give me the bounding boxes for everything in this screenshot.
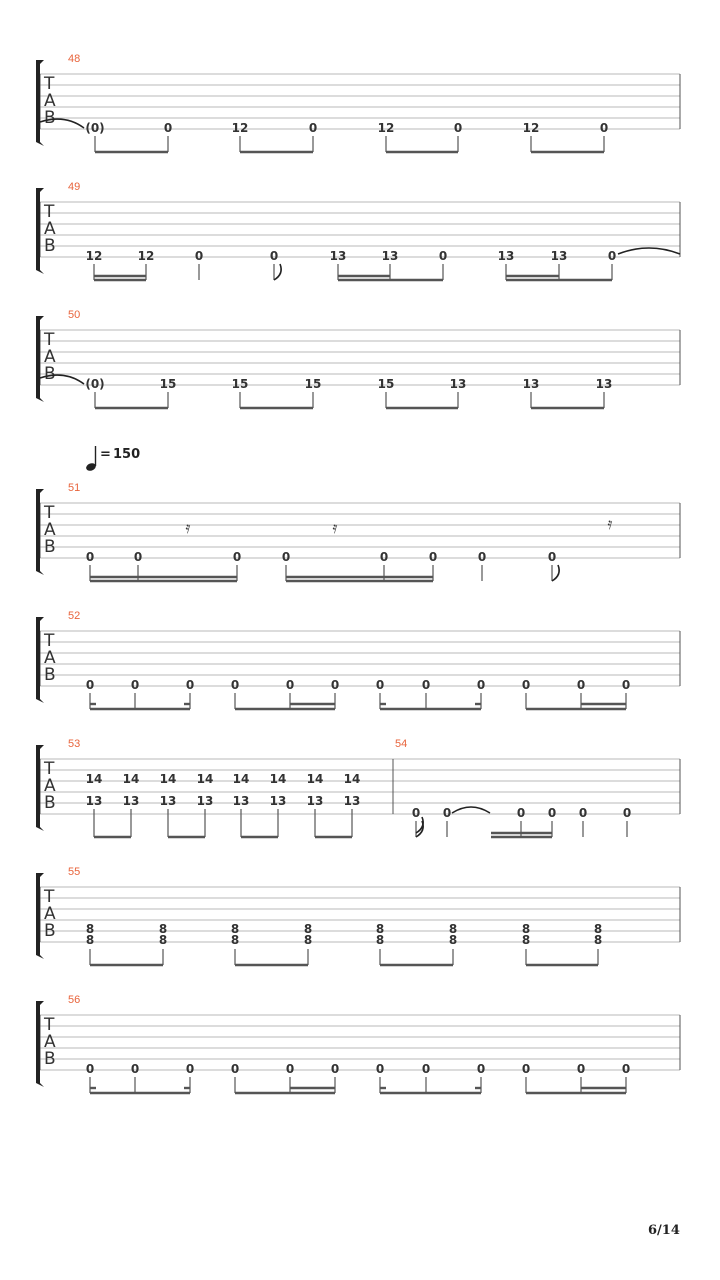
fret-number: 0 bbox=[285, 678, 295, 692]
tab-clef-letter: A bbox=[44, 219, 56, 239]
tab-clef-letter: B bbox=[44, 236, 56, 256]
fret-number: 13 bbox=[550, 249, 568, 263]
note-flag bbox=[416, 821, 423, 837]
sixteenth-rest-icon: 𝄿 bbox=[332, 518, 338, 537]
fret-number: 8 bbox=[521, 933, 531, 947]
fret-number: 0 bbox=[476, 678, 486, 692]
tab-clef-letter: A bbox=[44, 776, 56, 796]
fret-number: 0 bbox=[330, 678, 340, 692]
tab-clef-letter: B bbox=[44, 793, 56, 813]
note-flag bbox=[552, 565, 559, 581]
fret-number: 0 bbox=[411, 806, 421, 820]
fret-number: 0 bbox=[477, 550, 487, 564]
tab-clef-letter: A bbox=[44, 91, 56, 111]
fret-number: 0 bbox=[375, 678, 385, 692]
tab-clef-letter: T bbox=[44, 202, 55, 222]
tab-clef-letter: A bbox=[44, 347, 56, 367]
fret-number: 13 bbox=[85, 794, 103, 808]
fret-number: 14 bbox=[232, 772, 250, 786]
fret-number: 0 bbox=[185, 678, 195, 692]
fret-number: 0 bbox=[163, 121, 173, 135]
tab-system bbox=[36, 181, 680, 280]
fret-number: 0 bbox=[599, 121, 609, 135]
system-bracket bbox=[36, 1001, 44, 1087]
fret-number: 13 bbox=[196, 794, 214, 808]
fret-number: 0 bbox=[330, 1062, 340, 1076]
fret-number: 0 bbox=[230, 678, 240, 692]
fret-number: 0 bbox=[269, 249, 279, 263]
tie-arc bbox=[618, 248, 680, 254]
tab-clef-letter: B bbox=[44, 921, 56, 941]
fret-number: 0 bbox=[622, 806, 632, 820]
fret-number: 0 bbox=[230, 1062, 240, 1076]
fret-number: 0 bbox=[576, 1062, 586, 1076]
fret-number: 8 bbox=[375, 933, 385, 947]
tab-clef-letter: A bbox=[44, 520, 56, 540]
fret-number: (0) bbox=[85, 377, 105, 391]
fret-number: 15 bbox=[304, 377, 322, 391]
fret-number: 0 bbox=[442, 806, 452, 820]
tab-system bbox=[36, 482, 680, 581]
fret-number: 0 bbox=[194, 249, 204, 263]
fret-number: 13 bbox=[595, 377, 613, 391]
tab-system bbox=[36, 866, 680, 965]
fret-number: 15 bbox=[377, 377, 395, 391]
fret-number: 8 bbox=[593, 933, 603, 947]
fret-number: 0 bbox=[85, 678, 95, 692]
fret-number: 12 bbox=[231, 121, 249, 135]
tab-system bbox=[36, 53, 680, 152]
fret-number: 0 bbox=[421, 678, 431, 692]
measure-number: 48 bbox=[68, 53, 81, 65]
tempo-value: 150 bbox=[113, 447, 141, 462]
fret-number: 14 bbox=[306, 772, 324, 786]
fret-number: 0 bbox=[281, 550, 291, 564]
tab-clef-letter: B bbox=[44, 108, 56, 128]
fret-number: 15 bbox=[159, 377, 177, 391]
fret-number: 14 bbox=[196, 772, 214, 786]
fret-number: 13 bbox=[159, 794, 177, 808]
fret-number: 0 bbox=[576, 678, 586, 692]
fret-number: 8 bbox=[85, 933, 95, 947]
fret-number: 0 bbox=[185, 1062, 195, 1076]
fret-number: 0 bbox=[521, 678, 531, 692]
page-number: 6/14 bbox=[648, 1223, 680, 1238]
tab-clef-letter: A bbox=[44, 1032, 56, 1052]
fret-number: 13 bbox=[329, 249, 347, 263]
system-bracket bbox=[36, 873, 44, 959]
fret-number: 8 bbox=[158, 922, 168, 936]
fret-number: 12 bbox=[377, 121, 395, 135]
fret-number: 0 bbox=[379, 550, 389, 564]
tab-system bbox=[36, 610, 680, 709]
fret-number: 0 bbox=[285, 1062, 295, 1076]
measure-number: 50 bbox=[68, 309, 81, 321]
fret-number: (0) bbox=[85, 121, 105, 135]
tab-clef-letter: A bbox=[44, 648, 56, 668]
fret-number: 0 bbox=[607, 249, 617, 263]
measure-number: 51 bbox=[68, 482, 81, 494]
fret-number: 0 bbox=[308, 121, 318, 135]
fret-number: 13 bbox=[232, 794, 250, 808]
tab-system bbox=[36, 309, 680, 408]
fret-number: 8 bbox=[230, 922, 240, 936]
fret-number: 13 bbox=[343, 794, 361, 808]
fret-number: 0 bbox=[85, 1062, 95, 1076]
fret-number: 12 bbox=[137, 249, 155, 263]
tab-clef-letter: T bbox=[44, 74, 55, 94]
fret-number: 8 bbox=[158, 933, 168, 947]
fret-number: 8 bbox=[593, 922, 603, 936]
fret-number: 0 bbox=[130, 1062, 140, 1076]
fret-number: 14 bbox=[343, 772, 361, 786]
fret-number: 14 bbox=[269, 772, 287, 786]
system-bracket bbox=[36, 188, 44, 274]
tab-clef-letter: A bbox=[44, 904, 56, 924]
tab-clef-letter: T bbox=[44, 759, 55, 779]
system-bracket bbox=[36, 745, 44, 831]
fret-number: 8 bbox=[521, 922, 531, 936]
sixteenth-rest-icon: 𝄿 bbox=[607, 514, 613, 533]
tab-clef-letter: B bbox=[44, 537, 56, 557]
measure-number: 52 bbox=[68, 610, 81, 622]
fret-number: 8 bbox=[303, 933, 313, 947]
fret-number: 0 bbox=[516, 806, 526, 820]
fret-number: 0 bbox=[375, 1062, 385, 1076]
fret-number: 14 bbox=[159, 772, 177, 786]
fret-number: 15 bbox=[231, 377, 249, 391]
tie-arc bbox=[452, 807, 490, 813]
fret-number: 0 bbox=[476, 1062, 486, 1076]
tempo-equals: = bbox=[100, 447, 111, 462]
tempo-marking bbox=[85, 446, 140, 472]
fret-number: 12 bbox=[522, 121, 540, 135]
fret-number: 0 bbox=[232, 550, 242, 564]
measure-number: 53 bbox=[68, 738, 81, 750]
fret-number: 0 bbox=[578, 806, 588, 820]
fret-number: 13 bbox=[306, 794, 324, 808]
sixteenth-rest-icon: 𝄿 bbox=[185, 518, 191, 537]
fret-number: 0 bbox=[421, 1062, 431, 1076]
fret-number: 8 bbox=[448, 933, 458, 947]
fret-number: 13 bbox=[122, 794, 140, 808]
fret-number: 0 bbox=[521, 1062, 531, 1076]
fret-number: 0 bbox=[428, 550, 438, 564]
system-bracket bbox=[36, 60, 44, 146]
fret-number: 8 bbox=[448, 922, 458, 936]
fret-number: 0 bbox=[438, 249, 448, 263]
fret-number: 0 bbox=[130, 678, 140, 692]
tab-clef-letter: B bbox=[44, 665, 56, 685]
fret-number: 8 bbox=[230, 933, 240, 947]
fret-number: 8 bbox=[85, 922, 95, 936]
measure-number: 56 bbox=[68, 994, 81, 1006]
fret-number: 0 bbox=[621, 678, 631, 692]
fret-number: 13 bbox=[269, 794, 287, 808]
fret-number: 12 bbox=[85, 249, 103, 263]
fret-number: 8 bbox=[375, 922, 385, 936]
fret-number: 13 bbox=[381, 249, 399, 263]
measure-number: 49 bbox=[68, 181, 81, 193]
tab-clef-letter: T bbox=[44, 631, 55, 651]
fret-number: 13 bbox=[497, 249, 515, 263]
fret-number: 0 bbox=[85, 550, 95, 564]
tab-system bbox=[36, 994, 680, 1093]
system-bracket bbox=[36, 489, 44, 575]
tab-clef-letter: T bbox=[44, 330, 55, 350]
fret-number: 13 bbox=[449, 377, 467, 391]
tab-clef-letter: B bbox=[44, 1049, 56, 1069]
tab-clef-letter: T bbox=[44, 1015, 55, 1035]
tab-clef-letter: B bbox=[44, 364, 56, 384]
fret-number: 13 bbox=[522, 377, 540, 391]
tab-clef-letter: T bbox=[44, 503, 55, 523]
fret-number: 0 bbox=[547, 550, 557, 564]
tab-clef-letter: T bbox=[44, 887, 55, 907]
fret-number: 0 bbox=[547, 806, 557, 820]
fret-number: 0 bbox=[453, 121, 463, 135]
note-flag bbox=[274, 264, 281, 280]
fret-number: 0 bbox=[133, 550, 143, 564]
measure-number: 55 bbox=[68, 866, 81, 878]
system-bracket bbox=[36, 316, 44, 402]
tab-system bbox=[36, 738, 680, 837]
measure-number: 54 bbox=[395, 738, 408, 750]
fret-number: 14 bbox=[85, 772, 103, 786]
system-bracket bbox=[36, 617, 44, 703]
fret-number: 0 bbox=[621, 1062, 631, 1076]
fret-number: 14 bbox=[122, 772, 140, 786]
fret-number: 8 bbox=[303, 922, 313, 936]
